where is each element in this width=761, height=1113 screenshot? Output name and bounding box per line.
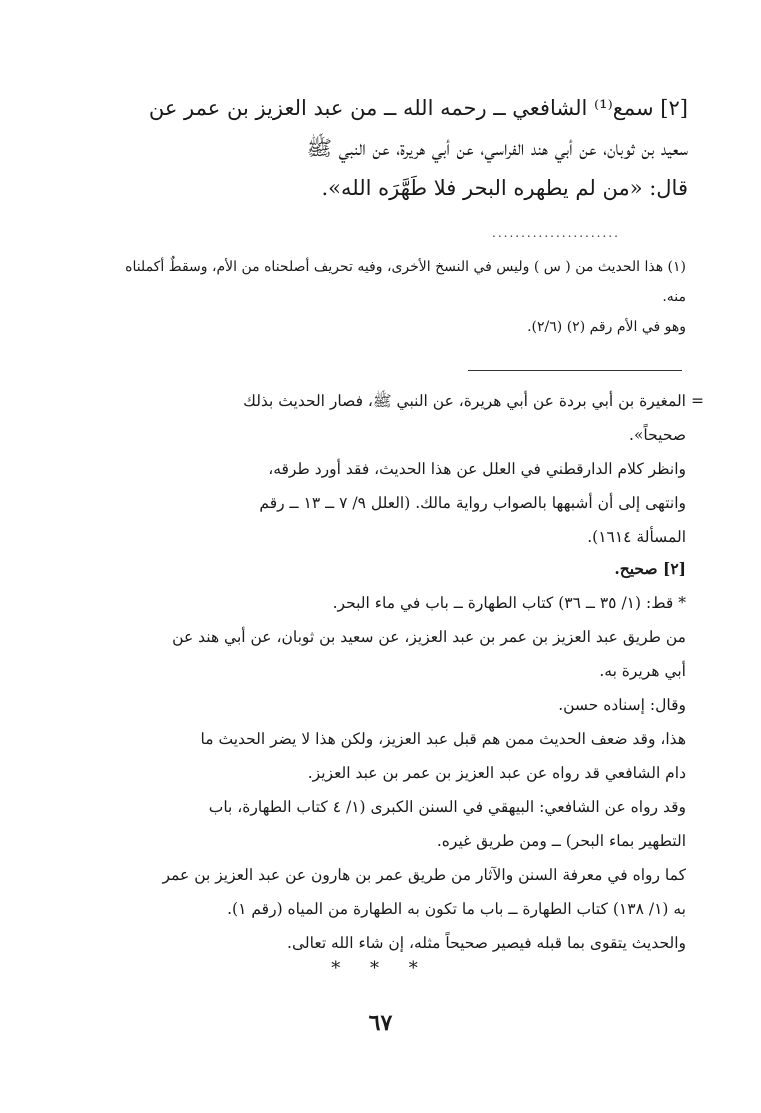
footnote-separator: ...................... bbox=[492, 226, 620, 240]
takhrij-line: التطهير بماء البحر) ــ ومن طريق غيره. bbox=[436, 832, 686, 850]
note-line: وانتهى إلى أن أشبهها بالصواب رواية مالك. (العلل ٩/ ٧ ــ ١٣ ــ رقم bbox=[259, 494, 686, 512]
takhrij-line: هذا، وقد ضعف الحديث ممن هم قبل عبد العزيز، ولكن هذا لا يضر الحديث ما bbox=[200, 730, 686, 748]
note-line: وانظر كلام الدارقطني في العلل عن هذا الحديث، فقد أورد طرقه، bbox=[268, 460, 686, 478]
footnote bbox=[96, 252, 686, 342]
note-line: المسألة ١٦١٤). bbox=[587, 528, 686, 546]
footnote-line: (١) هذا الحديث من ( س ) وليس في النسخ الأخرى، وفيه تحريف أصلحناه من الأم، وسقطٌ أكملناه bbox=[125, 259, 686, 275]
section-divider bbox=[468, 370, 682, 371]
takhrij-section bbox=[96, 552, 686, 960]
takhrij-line: من طريق عبد العزيز بن عمر بن عبد العزيز، عن سعيد بن ثوبان، عن أبي هند عن bbox=[172, 628, 686, 646]
continuation-marker: = bbox=[691, 392, 704, 410]
hadith-line: سعيد بن ثوبان، عن أبي هند الفراسي، عن أبي هريرة، عن النبي ﷺ bbox=[306, 136, 688, 160]
note-line: المغيرة بن أبي بردة عن أبي هريرة، عن النبي ﷺ، فصار الحديث بذلك bbox=[243, 392, 686, 410]
page-number: ٦٧ bbox=[368, 1010, 393, 1036]
hadith-text bbox=[96, 88, 688, 208]
takhrij-line: * قط: (١/ ٣٥ ــ ٣٦) كتاب الطهارة ــ باب في ماء البحر. bbox=[332, 594, 686, 612]
note-line: صحيحاً». bbox=[629, 426, 686, 444]
takhrij-line: وقد رواه عن الشافعي: البيهقي في السنن الكبرى (١/ ٤ كتاب الطهارة، باب bbox=[208, 798, 686, 816]
continued-note bbox=[96, 384, 704, 554]
footnote-line: وهو في الأم رقم (٢) (٢/٦). bbox=[527, 319, 686, 335]
section-ornament: * * * bbox=[331, 958, 430, 979]
takhrij-line: دام الشافعي قد رواه عن عبد العزيز بن عمر بن عبد العزيز. bbox=[307, 764, 686, 782]
takhrij-line: به (١/ ١٣٨) كتاب الطهارة ــ باب ما تكون به الطهارة من المياه (رقم ١). bbox=[227, 900, 686, 918]
hadith-line: قال: «من لم يطهره البحر فلا طَهَّرَه الله». bbox=[321, 176, 688, 200]
takhrij-line: كما رواه في معرفة السنن والآثار من طريق عمر بن هارون عن عبد العزيز بن عمر bbox=[162, 866, 686, 884]
takhrij-heading: [٢] صحيح. bbox=[614, 559, 686, 578]
takhrij-line: والحديث يتقوى بما قبله فيصير صحيحاً مثله، إن شاء الله تعالى. bbox=[287, 934, 686, 952]
takhrij-line: وقال: إسناده حسن. bbox=[558, 696, 686, 714]
takhrij-line: أبي هريرة به. bbox=[599, 662, 686, 680]
hadith-line: [٢] سمع⁽¹⁾ الشافعي ــ رحمه الله ــ من عبد العزيز بن عمر عن bbox=[148, 96, 688, 120]
footnote-line: منه. bbox=[662, 289, 686, 305]
